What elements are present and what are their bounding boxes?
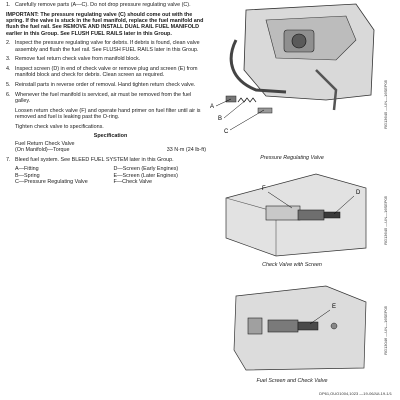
legend-item: F—Check Valve: [113, 179, 153, 185]
callout-d: D: [356, 190, 361, 196]
procedure-text: [6, 2, 206, 185]
figure-1-code: RG13645 —UN—16SEP05: [383, 80, 388, 129]
step-7: [6, 157, 206, 163]
specification-value: 33 N·m (24 lb-ft): [166, 147, 206, 153]
step-number: 2.: [6, 40, 11, 47]
callout-c: C: [224, 129, 229, 135]
step-number: 6.: [6, 91, 11, 98]
legend-item: B—Spring: [15, 172, 40, 179]
step-number: 7.: [6, 156, 11, 163]
figure-3-code: RG13046 —UN—16SEP05: [383, 306, 388, 355]
figure-2-caption: Check Valve with Screen: [262, 262, 322, 268]
step-text: Reinstall parts in reverse order of removal. Hand tighten return check valve.: [15, 82, 196, 88]
specification-row: [15, 147, 206, 153]
tighten-paragraph: Tighten check valve to specifications.: [15, 123, 104, 130]
document-reference: DP61,OUO1004,1023 —19-06JUL19-1/1: [319, 391, 392, 396]
step-number: 3.: [6, 56, 11, 63]
step-text: Inspect the pressure regulating valve for debris. If debris is found, clean valve assembly and flush the fuel rail. See FLUSH FUEL RAILS later in this Group.: [15, 40, 200, 53]
figure-2-code: RG13645 —UN—16SEP05: [383, 196, 388, 245]
check-valve-figure: [206, 168, 378, 260]
figure-3-caption: Fuel Screen and Check Valve: [256, 378, 328, 384]
step-text: Remove fuel return check valve from manifold block.: [15, 56, 141, 63]
step-5: [6, 82, 206, 88]
step-number: 1.: [6, 2, 11, 8]
callout-b: B: [218, 116, 223, 122]
parts-legend: [15, 166, 206, 185]
step-6: [6, 92, 206, 105]
important-note: IMPORTANT: The pressure regulating valve (C) should come out with the spring. If the valve is stuck in the fuel manifold, replace the fuel manifold and flush the fuel rail. See REMOVE AND INSTALL DUAL RAIL FUEL MANIFOLD earlier in this Group. See FLUSH FUEL RAILS later in this Group.: [6, 11, 204, 37]
callout-f: F: [262, 186, 266, 192]
specification-label: (On Manifold)—Torque: [15, 147, 70, 153]
callout-e: E: [332, 304, 337, 310]
loosen-paragraph: Loosen return check valve (F) and operate hand primer on fuel filter until air is removed and fuel is leaking past the O-ring.: [15, 107, 201, 120]
legend-item: C—Pressure Regulating Valve: [15, 179, 88, 185]
legend-item: D—Screen (Early Engines): [113, 166, 179, 173]
specification-item: Fuel Return Check Valve: [15, 140, 75, 147]
pressure-regulating-valve-figure: [206, 0, 378, 152]
figure-1-caption: Pressure Regulating Valve: [260, 155, 324, 161]
fuel-screen-figure: [206, 280, 378, 376]
callout-a: A: [210, 104, 215, 110]
specification-block: [15, 133, 206, 153]
step-text: Bleed fuel system. See BLEED FUEL SYSTEM later in this Group.: [15, 156, 174, 163]
step-2: [6, 40, 206, 53]
step-number: 5.: [6, 82, 11, 88]
step-1: [6, 2, 206, 8]
step-text: Inspect screen (D) in end of check valve or remove plug and screen (E) from manifold block and check for debris. Clean screen as required.: [15, 66, 198, 79]
step-number: 4.: [6, 66, 11, 72]
step-text: Carefully remove parts (A—C). Do not drop pressure regulating valve (C).: [15, 2, 191, 8]
legend-item: E—Screen (Later Engines): [113, 172, 178, 179]
step-3: [6, 56, 206, 62]
step-4: [6, 66, 206, 79]
step-text: Whenever the fuel manifold is serviced, air must be removed from the fuel galley.: [15, 91, 192, 104]
legend-item: A—Fitting: [15, 166, 39, 173]
specification-heading: Specification: [93, 133, 128, 140]
